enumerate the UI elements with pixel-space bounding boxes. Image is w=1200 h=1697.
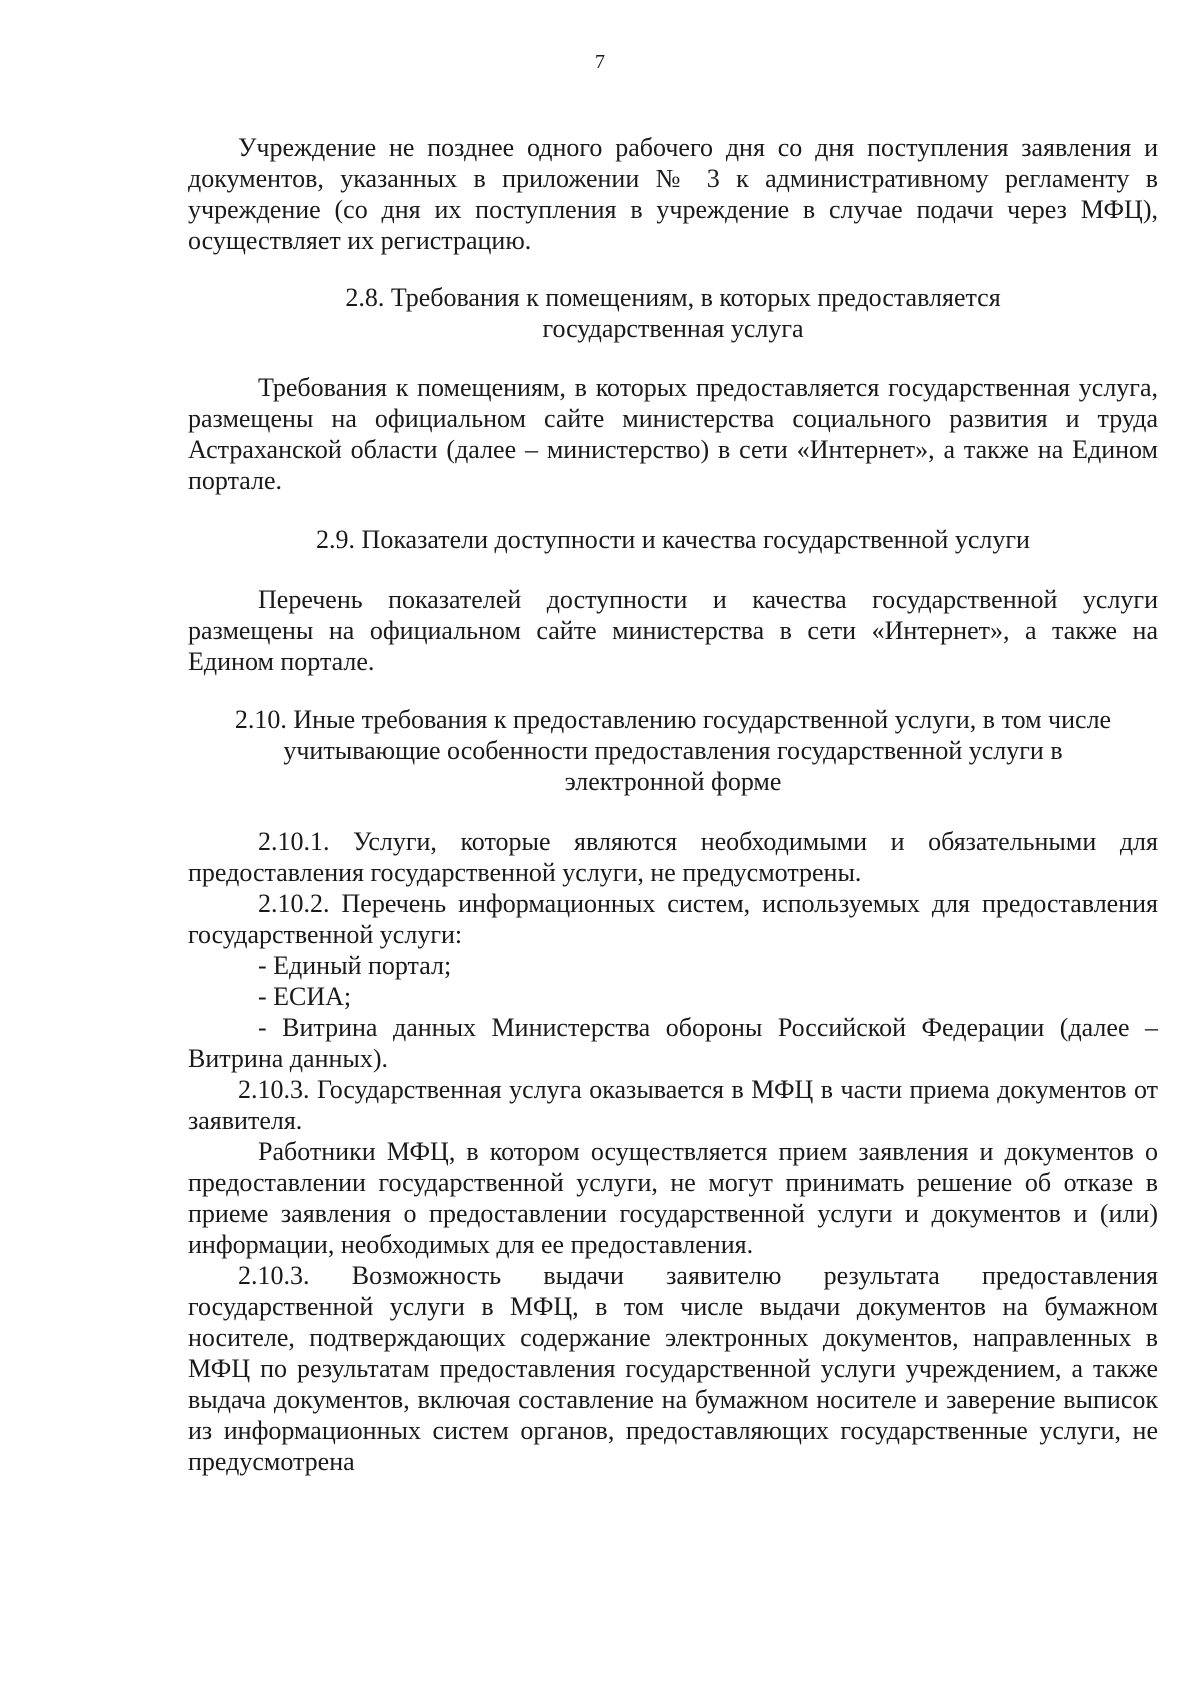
section-heading-2-9	[188, 524, 1158, 555]
list-item: - Витрина данных Министерства обороны Российской Федерации (далее – Витрина данных).	[188, 1013, 1158, 1073]
paragraph-text: Перечень показателей доступности и качества государственной услуги размещены на официальном сайте министерства в сети «Интернет», а также на Едином портале.	[188, 585, 1158, 676]
heading-line: государственная услуга	[542, 314, 804, 343]
premises-paragraph	[188, 372, 1158, 496]
list-item: - Единый портал;	[258, 951, 452, 980]
registration-paragraph	[188, 132, 1158, 256]
heading-line: 2.10. Иные требования к предоставлению государственной услуги, в том числе	[234, 705, 1112, 734]
heading-line: 2.9. Показатели доступности и качества государственной услуги	[316, 525, 1030, 554]
heading-line: 2.8. Требования к помещениям, в которых предоставляется	[345, 283, 1001, 312]
page-number: 7	[595, 51, 605, 73]
indicators-paragraph	[188, 584, 1158, 677]
list-item: - ЕСИА;	[258, 982, 352, 1011]
section-2-10-body	[188, 826, 1158, 1477]
section-heading-2-10	[188, 704, 1158, 797]
paragraph-2-10-3-result: 2.10.3. Возможность выдачи заявителю результата предоставления государственной услуги в МФЦ, в том числе выдачи документов на бумажном носителе, подтверждающих содержание электронных документов, направленных в МФЦ по результатам предоставления государственной услуги учреждением, а также выдача документов, включая составление на бумажном носителе и заверение выписок из информационных систем органов, предоставляющих государственные услуги, не предусмотрена	[188, 1261, 1158, 1476]
paragraph-2-10-2: 2.10.2. Перечень информационных систем, используемых для предоставления государственной услуги:	[188, 889, 1158, 949]
section-heading-2-8	[188, 282, 1158, 344]
paragraph-2-10-1: 2.10.1. Услуги, которые являются необходимыми и обязательными для предоставления государственной услуги, не предусмотрены.	[188, 827, 1158, 887]
paragraph-text: Учреждение не позднее одного рабочего дня со дня поступления заявления и документов, указанных в приложении № 3 к административному регламенту в учреждение (со дня их поступления в учреждение в случае подачи через МФЦ), осуществляет их регистрацию.	[188, 133, 1158, 255]
paragraph-2-10-3-mfc: 2.10.3. Государственная услуга оказывается в МФЦ в части приема документов от заявителя.	[188, 1075, 1158, 1135]
heading-line: электронной форме	[564, 767, 782, 796]
paragraph-text: Требования к помещениям, в которых предоставляется государственная услуга, размещены на официальном сайте министерства социального развития и труда Астраханской области (далее – министерство) в сети «Интернет», а также на Едином портале.	[188, 373, 1158, 495]
paragraph-mfc-workers: Работники МФЦ, в котором осуществляется прием заявления и документов о предоставлении государственной услуги, не могут принимать решение об отказе в приеме заявления о предоставлении государственной услуги и документов и (или) информации, необходимых для ее предоставления.	[188, 1137, 1158, 1259]
heading-line: учитывающие особенности предоставления государственной услуги в	[283, 736, 1063, 765]
